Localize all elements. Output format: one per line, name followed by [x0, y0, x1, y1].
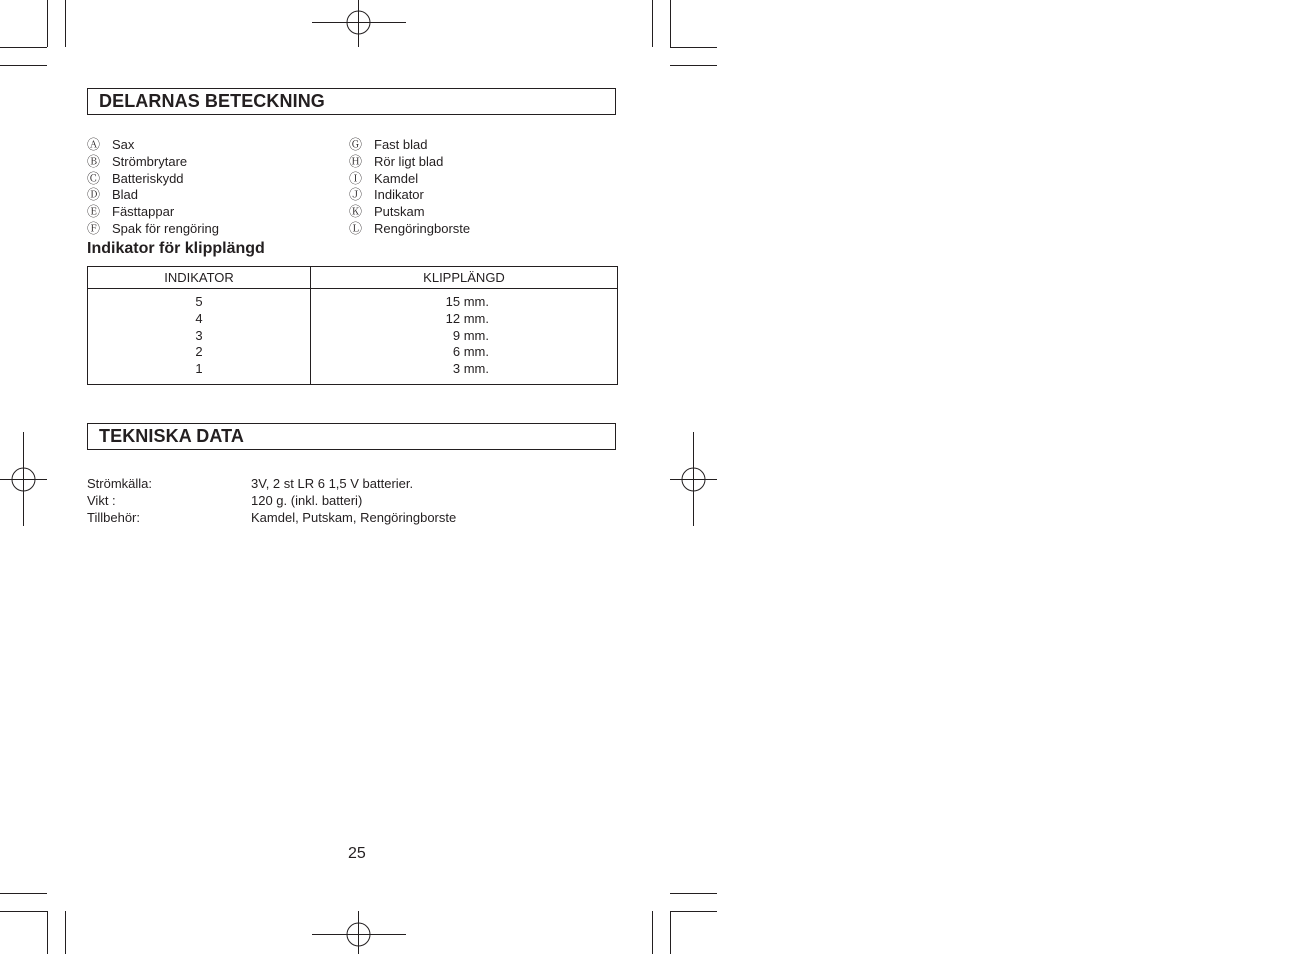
table-header-row [88, 267, 618, 289]
parts-heading: DELARNAS BETECKNING [99, 91, 325, 111]
part-label: Batteriskydd [112, 170, 184, 186]
length-value: 15 mm. [445, 294, 489, 309]
part-letter: Ⓑ [87, 153, 101, 169]
indicator-value: 4 [195, 310, 203, 326]
part-item [349, 154, 470, 171]
part-item [349, 171, 470, 188]
tech-row [87, 492, 456, 509]
parts-list-left [87, 137, 219, 238]
tech-heading: TEKNISKA DATA [99, 426, 244, 446]
part-label: Spak för rengöring [112, 220, 219, 236]
tech-heading-box [87, 423, 616, 450]
part-letter: Ⓘ [349, 170, 363, 186]
part-label: Fast blad [374, 137, 428, 152]
indicator-table [87, 266, 618, 385]
part-label: Rör ligt blad [374, 153, 444, 169]
part-letter: Ⓒ [87, 170, 101, 186]
part-item [87, 137, 219, 154]
page-number: 25 [348, 845, 366, 862]
tech-data-list [87, 475, 456, 526]
length-values-cell [311, 289, 618, 385]
part-letter: Ⓙ [349, 187, 363, 203]
part-item [87, 221, 219, 238]
part-letter: Ⓐ [87, 137, 101, 152]
part-label: Sax [112, 137, 135, 152]
table-row [88, 289, 618, 385]
indicator-value: 1 [195, 361, 203, 377]
parts-heading-box [87, 88, 616, 115]
part-item [349, 204, 470, 221]
part-letter: Ⓚ [349, 204, 363, 220]
part-label: Rengöringborste [374, 220, 471, 236]
tech-value: Kamdel, Putskam, Rengöringborste [251, 510, 457, 525]
registration-mark-bottom [312, 911, 406, 954]
part-label: Putskam [374, 204, 425, 220]
column-header-length: KLIPPLÄNGD [311, 267, 618, 289]
tech-key: Tillbehör: [87, 510, 140, 525]
part-item [349, 187, 470, 204]
part-item [349, 137, 470, 154]
part-label: Strömbrytare [112, 153, 188, 169]
part-label: Kamdel [374, 170, 419, 186]
part-letter: Ⓕ [87, 220, 101, 236]
part-letter: Ⓓ [87, 187, 101, 203]
registration-mark-top [312, 0, 406, 47]
length-value: 9 mm. [452, 327, 489, 343]
part-label: Blad [112, 187, 139, 203]
indicator-value: 5 [195, 294, 203, 309]
column-header-indicator: INDIKATOR [88, 267, 311, 289]
part-item [349, 221, 470, 238]
tech-key: Vikt : [87, 493, 116, 508]
parts-list-right [349, 137, 470, 238]
tech-value: 120 g. (inkl. batteri) [251, 493, 363, 508]
length-value: 3 mm. [452, 361, 489, 377]
part-item [87, 154, 219, 171]
part-label: Fästtappar [112, 204, 175, 220]
part-letter: Ⓗ [349, 153, 363, 169]
length-value: 12 mm. [445, 310, 489, 326]
registration-mark-right [670, 432, 717, 526]
registration-mark-left [0, 432, 47, 526]
part-label: Indikator [374, 187, 424, 203]
tech-row [87, 475, 456, 492]
part-item [87, 171, 219, 188]
indicator-value: 3 [195, 327, 203, 343]
indicator-values-cell [88, 289, 311, 385]
tech-value: 3V, 2 st LR 6 1,5 V batterier. [251, 476, 414, 491]
part-letter: Ⓖ [349, 137, 363, 152]
part-letter: Ⓔ [87, 204, 101, 220]
part-letter: Ⓛ [349, 220, 363, 236]
indicator-value: 2 [195, 344, 203, 360]
length-value: 6 mm. [452, 344, 489, 360]
part-item [87, 187, 219, 204]
tech-row [87, 509, 456, 526]
tech-key: Strömkälla: [87, 476, 153, 491]
indicator-title: Indikator för klipplängd [87, 240, 265, 257]
part-item [87, 204, 219, 221]
